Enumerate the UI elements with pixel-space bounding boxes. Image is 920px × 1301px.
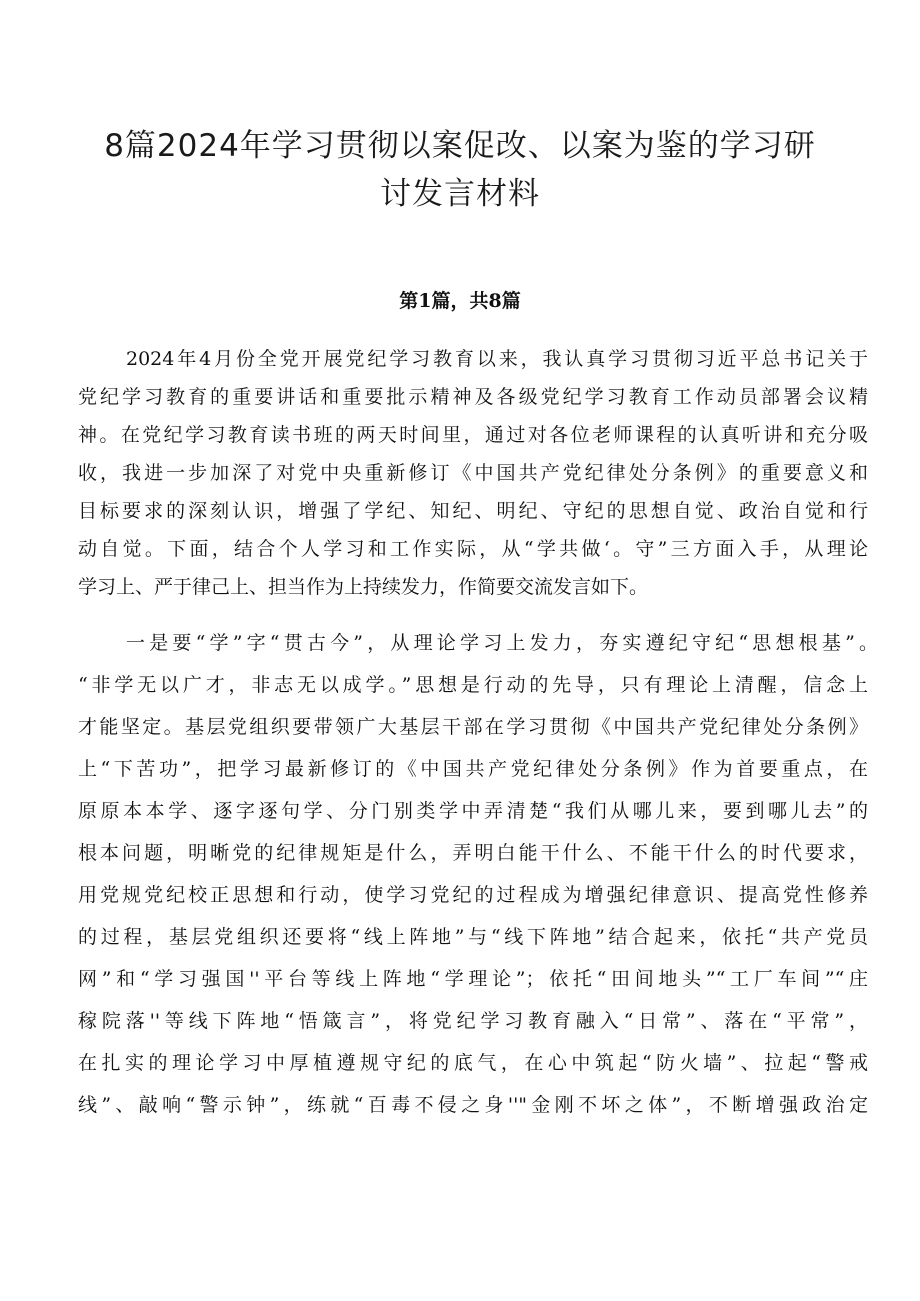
paragraph-line: “非学无以广才，非志无以成学。”思想是行动的先导，只有理论上清醒，信念上 bbox=[78, 674, 868, 696]
paragraph-line: 的过程，基层党组织还要将“线上阵地”与“线下阵地”结合起来，依托“共产党员 bbox=[78, 926, 868, 948]
paragraph-line: 党纪学习教育的重要讲话和重要批示精神及各级党纪学习教育工作动员部署会议精 bbox=[78, 386, 868, 408]
paragraph-line: 网”和“学习强国''平台等线上阵地“学理论”；依托“田间地头”“工厂车间”“庄 bbox=[78, 968, 868, 990]
paragraph-line: 用党规党纪校正思想和行动，使学习党纪的过程成为增强纪律意识、提高党性修养 bbox=[78, 884, 868, 906]
paragraph-line: 在扎实的理论学习中厚植遵规守纪的底气，在心中筑起“防火墙”、拉起“警戒 bbox=[78, 1052, 868, 1074]
document-title-line-1: 8篇2024年学习贯彻以案促改、以案为鉴的学习研 bbox=[104, 128, 816, 164]
paragraph-line: 线”、敲响“警示钟”，练就“百毒不侵之身''"金刚不坏之体”，不断增强政治定 bbox=[78, 1094, 868, 1116]
paragraph-line: 动自觉。下面，结合个人学习和工作实际，从“学共做‘。守”三方面入手，从理论 bbox=[78, 538, 868, 560]
paragraph-line: 稼院落''等线下阵地“悟箴言”，将党纪学习教育融入“日常”、落在“平常”， bbox=[78, 1010, 868, 1032]
paragraph-line: 学习上、严于律己上、担当作为上持续发力，作简要交流发言如下。 bbox=[78, 576, 649, 598]
paragraph-line: 神。在党纪学习教育读书班的两天时间里，通过对各位老师课程的认真听讲和充分吸 bbox=[78, 424, 868, 446]
paragraph-line: 收，我进一步加深了对党中央重新修订《中国共产党纪律处分条例》的重要意义和 bbox=[78, 462, 868, 484]
section-subtitle: 第1篇，共8篇 bbox=[399, 290, 521, 312]
paragraph-line: 2024年4月份全党开展党纪学习教育以来，我认真学习贯彻习近平总书记关于 bbox=[126, 348, 868, 370]
document-title-line-2: 讨发言材料 bbox=[380, 176, 540, 212]
paragraph-line: 原原本本学、逐字逐句学、分门别类学中弄清楚“我们从哪儿来，要到哪儿去”的 bbox=[78, 800, 868, 822]
paragraph-line: 根本问题，明晰党的纪律规矩是什么，弄明白能干什么、不能干什么的时代要求， bbox=[78, 842, 868, 864]
paragraph-line: 上“下苦功”，把学习最新修订的《中国共产党纪律处分条例》作为首要重点，在 bbox=[78, 758, 868, 780]
paragraph-line: 目标要求的深刻认识，增强了学纪、知纪、明纪、守纪的思想自觉、政治自觉和行 bbox=[78, 500, 868, 522]
paragraph-line: 才能坚定。基层党组织要带领广大基层干部在学习贯彻《中国共产党纪律处分条例》 bbox=[78, 716, 868, 738]
paragraph-line: 一是要“学”字“贯古今”，从理论学习上发力，夯实遵纪守纪“思想根基”。 bbox=[126, 632, 878, 654]
